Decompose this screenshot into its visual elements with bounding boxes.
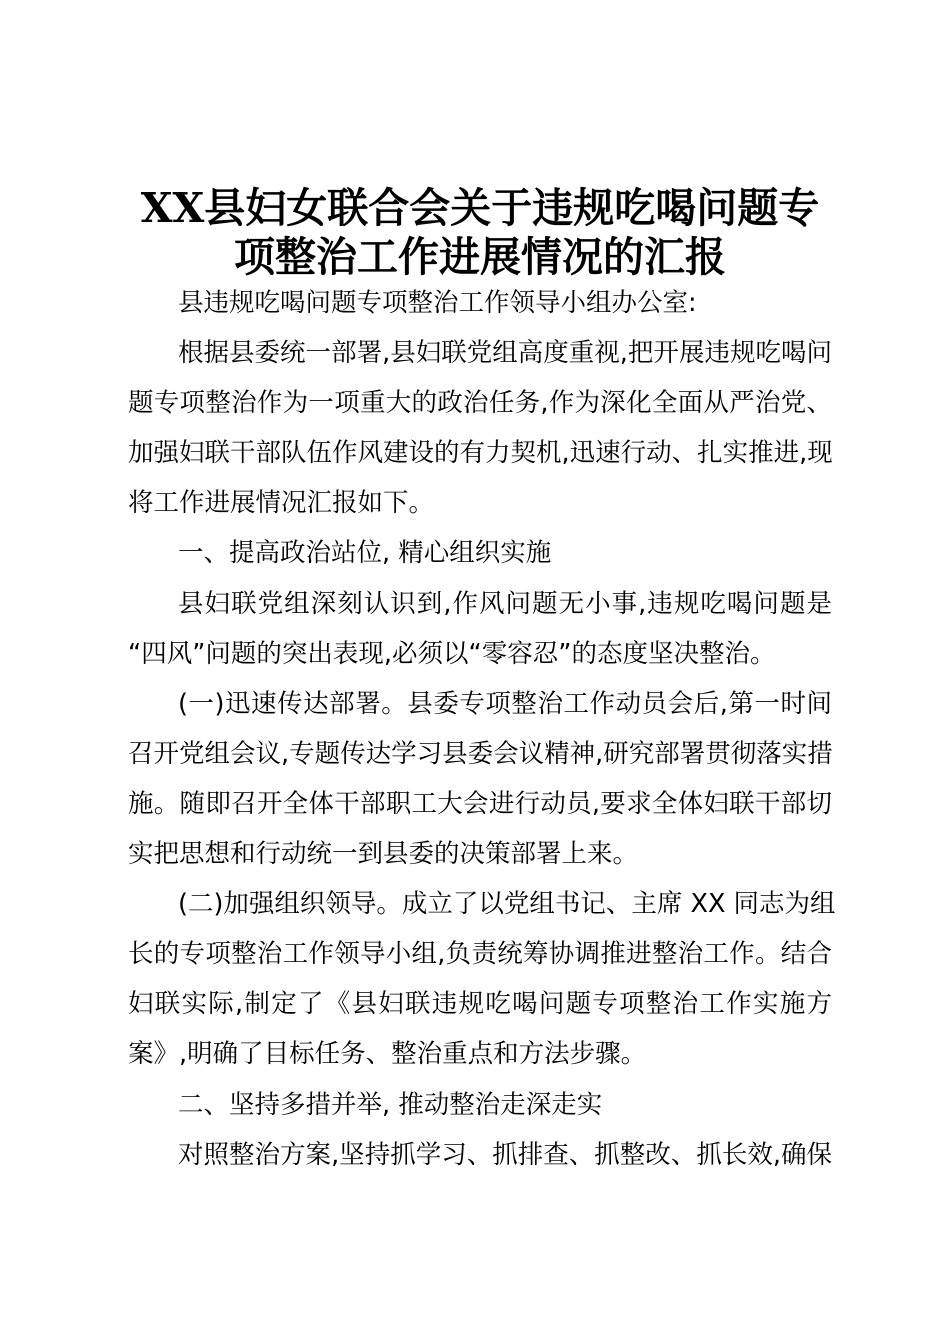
salutation [128, 278, 832, 328]
text-line: (二)加强组织领导。成立了以党组书记、主席 XX 同志为组 [178, 889, 836, 920]
section-heading [128, 1080, 832, 1130]
text-line: 妇联实际,制定了《县妇联违规吃喝问题专项整治工作实施方 [128, 989, 832, 1020]
text-line: 召开党组会议,专题传达学习县委会议精神,研究部署贯彻落实措 [128, 738, 833, 769]
document-body [128, 278, 836, 1180]
paragraph [128, 579, 832, 679]
text-line: 施。随即召开全体干部职工大会进行动员,要求全体妇联干部切 [128, 788, 832, 819]
text-line: 将工作进展情况汇报如下。 [128, 488, 435, 519]
paragraph [128, 328, 832, 528]
text-line: 题专项整治作为一项重大的政治任务,作为深化全面从严治党、 [128, 388, 832, 419]
text-line: 实把思想和行动统一到县委的决策部署上来。 [128, 839, 639, 870]
text-line: 长的专项整治工作领导小组,负责统筹协调推进整治工作。结合 [128, 939, 832, 970]
text-line: (一)迅速传达部署。县委专项整治工作动员会后,第一时间 [178, 688, 832, 719]
paragraph [128, 1130, 832, 1180]
text-line: 根据县委统一部署,县妇联党组高度重视,把开展违规吃喝问 [178, 338, 832, 369]
text-line: 县违规吃喝问题专项整治工作领导小组办公室: [178, 288, 697, 318]
text-line: 县妇联党组深刻认识到,作风问题无小事,违规吃喝问题是 [178, 588, 832, 619]
paragraph [128, 879, 836, 1079]
text-line: 二、坚持多措并举, 推动整治走深走实 [178, 1089, 603, 1120]
text-line: 对照整治方案,坚持抓学习、抓排查、抓整改、抓长效,确保 [178, 1139, 832, 1170]
title-line: XX县妇女联合会关于违规吃喝问题专 [140, 184, 820, 232]
section-heading [128, 528, 832, 578]
document-title [120, 184, 840, 282]
title-line: 项整治工作进展情况的汇报 [234, 233, 726, 281]
text-line: 加强妇联干部队伍作风建设的有力契机,迅速行动、扎实推进,现 [128, 438, 833, 469]
paragraph [128, 679, 832, 879]
text-line: 一、提高政治站位, 精心组织实施 [178, 538, 552, 569]
text-line: “四风”问题的突出表现,必须以“零容忍”的态度坚决整治。 [128, 638, 776, 669]
text-line: 案》,明确了目标任务、整治重点和方法步骤。 [128, 1039, 647, 1070]
